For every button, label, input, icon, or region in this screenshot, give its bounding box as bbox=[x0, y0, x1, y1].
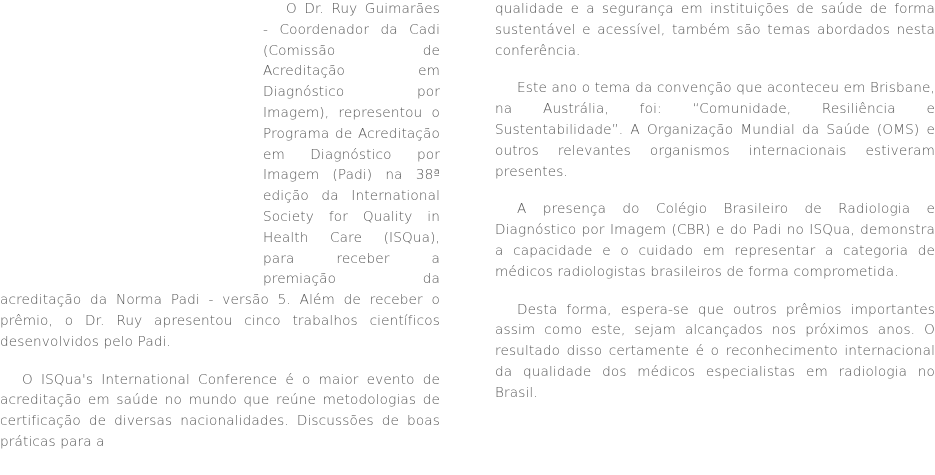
paragraph-intro: O Dr. Ruy Guimarães - Coordenador da Cadi (Comissão de Acreditação em Diagnóstico por Imagem), representou o Programa de Acreditação em Diagnóstico por Imagem (Padi) na 38ª edição da International Society for Quality in Health Care (ISQua), para receber a premiação da acreditação da Norma Padi - versão 5. Além de receber o prêmio, o Dr. Ruy apresentou cinco trabalhos científicos desenvolvidos pelo Padi. bbox=[0, 1, 440, 350]
right-column bbox=[495, 0, 935, 421]
paragraph-theme: Este ano o tema da convenção que aconteceu em Brisbane, na Austrália, foi: “Comunidade, Resiliência e Sustentabilidade”. A Organização Mundial da Saúde (OMS) e outros relevantes organismos internacionais estiveram presentes. bbox=[495, 80, 935, 180]
paragraph-conclusion: Desta forma, espera-se que outros prêmios importantes assim como este, sejam alcançados nos próximos anos. O resultado disso certamente é o reconhecimento internacional da qualidade dos médicos especialistas em radiologia no Brasil. bbox=[495, 301, 935, 401]
paragraph-cbr: A presença do Colégio Brasileiro de Radiologia e Diagnóstico por Imagem (CBR) e do Padi no ISQua, demonstra a capacidade e o cuidado em representar a categoria de médicos radiologistas brasileiros de forma comprometida. bbox=[495, 201, 935, 280]
paragraph-continuation: qualidade e a segurança em instituições de saúde de forma sustentável e acessível, também são temas abordados nesta conferência. bbox=[495, 1, 935, 59]
image-placeholder bbox=[0, 0, 263, 290]
left-column bbox=[0, 0, 440, 470]
paragraph-conference: O ISQua's International Conference é o maior evento de acreditação em saúde no mundo que reúne metodologias de certificação de diversas nacionalidades. Discussões de boas práticas para a bbox=[0, 371, 440, 450]
